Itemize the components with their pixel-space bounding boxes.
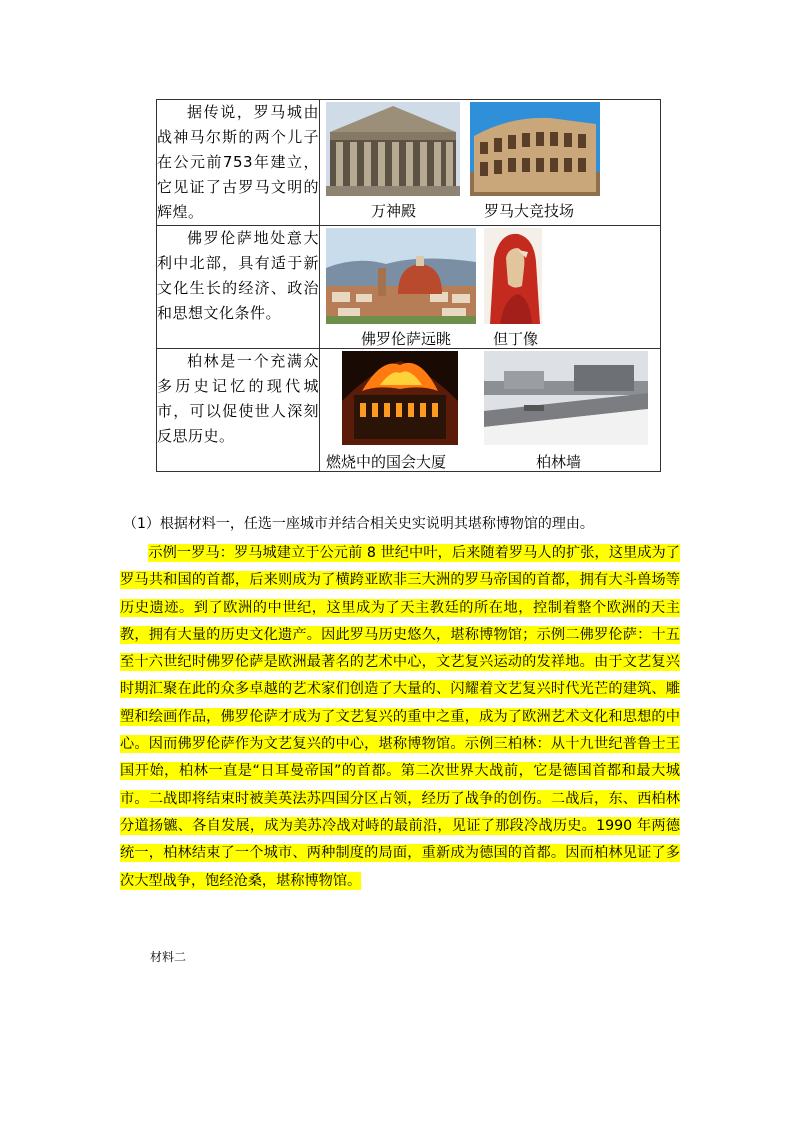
rome-image-cell — [320, 100, 661, 226]
material-2-heading: 材料二 — [150, 950, 187, 964]
dante-portrait — [484, 228, 542, 324]
berlin-image-cell — [320, 349, 661, 472]
table-row — [157, 100, 661, 226]
caption-reichstag: 燃烧中的国会大厦 — [326, 453, 447, 471]
caption-pantheon: 万神殿 — [371, 202, 417, 220]
berlin-text-cell — [157, 349, 320, 472]
caption-berlin-wall: 柏林墙 — [536, 453, 582, 471]
florence-text: 佛罗伦萨地处意大利中北部，具有适于新文化生长的经济、政治和思想文化条件。 — [157, 229, 319, 322]
reichstag-fire-photo — [342, 351, 458, 445]
answer-text: 示例一罗马：罗马城建立于公元前 8 世纪中叶，后来随着罗马人的扩张，这里成为了罗马共和国的首都，后来则成为了横跨亚欧非三大洲的罗马帝国的首都，拥有大斗兽场等历史遗迹。到了欧洲的中世纪，这里成为了天主教廷的所在地，控制着整个欧洲的天主教，拥有大量的历史文化遗产。因此罗马历史悠久，堪称博物馆；示例二佛罗伦萨：十五至十六世纪时佛罗伦萨是欧洲最著名的艺术中心，文艺复兴运动的发祥地。由于文艺复兴时期汇聚在此的众多卓越的艺术家们创造了大量的、闪耀着文艺复兴时代光芒的建筑、雕塑和绘画作品，佛罗伦萨才成为了文艺复兴的重中之重，成为了欧洲艺术文化和思想的中心。因而佛罗伦萨作为文艺复兴的中心，堪称博物馆。示例三柏林：从十九世纪普鲁士王国开始，柏林一直是“日耳曼帝国”的首都。第二次世界大战前，它是德国首都和最大城市。二战即将结束时被美英法苏四国分区占领，经历了战争的创伤。二战后，东、西柏林分道扬镳、各自发展，成为美苏冷战对峙的最前沿，见证了那段冷战历史。1990 年两德统一，柏林结束了一个城市、两种制度的局面，重新成为德国的首都。因而柏林见证了多次大型战争，饱经沧桑，堪称博物馆。 — [120, 545, 680, 889]
material-table — [156, 99, 661, 472]
question-1: （1）根据材料一，任选一座城市并结合相关史实说明其堪称博物馆的理由。 — [123, 516, 594, 532]
rome-text-cell — [157, 100, 320, 226]
florence-text-cell — [157, 226, 320, 349]
caption-florence: 佛罗伦萨远眺 — [361, 330, 452, 348]
caption-colosseum: 罗马大竞技场 — [484, 202, 575, 220]
answer-block — [120, 540, 680, 895]
colosseum-photo — [470, 102, 600, 196]
table-row — [157, 226, 661, 349]
pantheon-photo — [326, 102, 460, 196]
table-row — [157, 349, 661, 472]
florence-view-photo — [326, 228, 476, 324]
caption-dante: 但丁像 — [493, 330, 539, 348]
berlin-text: 柏林是一个充满众多历史记忆的现代城市，可以促使世人深刻反思历史。 — [157, 352, 319, 445]
rome-text: 据传说，罗马城由战神马尔斯的两个儿子在公元前753年建立，它见证了古罗马文明的辉煌。 — [157, 103, 319, 221]
florence-image-cell — [320, 226, 661, 349]
berlin-wall-photo — [484, 351, 648, 445]
